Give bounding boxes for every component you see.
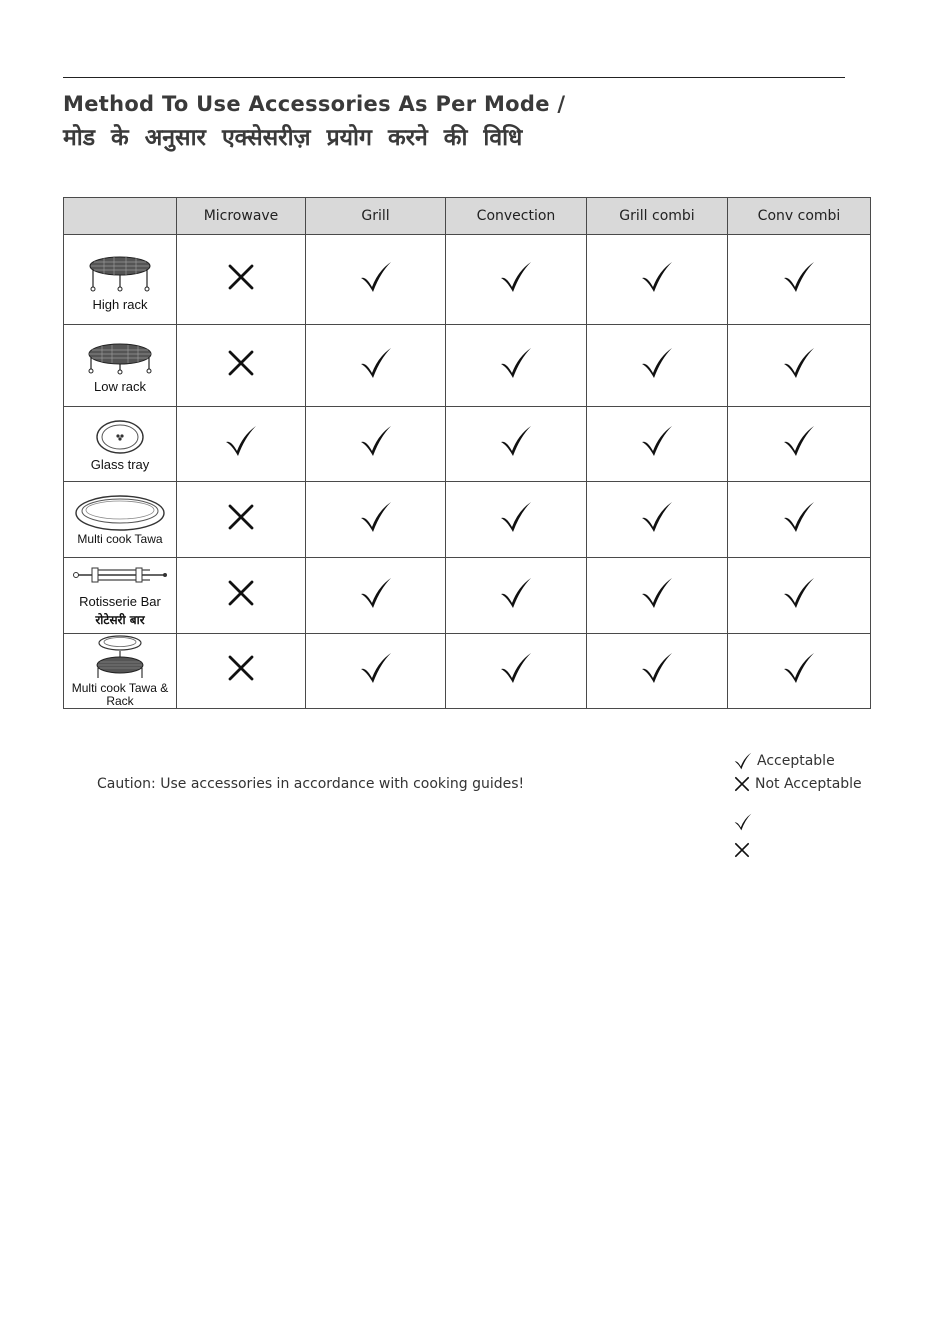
mark-cell xyxy=(728,634,871,709)
check-icon xyxy=(498,575,534,611)
tawa-and-rack-icon xyxy=(90,634,150,682)
cross-icon xyxy=(733,775,751,793)
check-icon xyxy=(733,812,753,832)
check-icon xyxy=(358,259,394,295)
check-icon xyxy=(781,423,817,459)
mark-cell xyxy=(306,325,446,407)
mark-cell xyxy=(306,558,446,634)
table-row xyxy=(64,407,871,482)
check-icon xyxy=(781,650,817,686)
check-icon xyxy=(498,259,534,295)
mark-cell xyxy=(446,407,587,482)
accessory-label: Rotisserie Bar xyxy=(79,594,161,609)
mark-cell xyxy=(728,558,871,634)
table-row xyxy=(64,482,871,558)
check-icon xyxy=(223,423,259,459)
mark-cell xyxy=(728,325,871,407)
accessory-mode-table xyxy=(63,197,871,709)
mark-cell xyxy=(587,558,728,634)
mark-cell xyxy=(728,482,871,558)
check-icon xyxy=(639,423,675,459)
accessory-label: Glass tray xyxy=(90,456,150,472)
legend-acceptable xyxy=(733,751,835,771)
check-icon xyxy=(639,345,675,381)
cross-icon xyxy=(225,261,257,293)
mark-cell xyxy=(177,235,306,325)
mark-cell xyxy=(446,235,587,325)
rotisserie-bar-icon xyxy=(70,563,170,589)
header-microwave: Microwave xyxy=(177,198,306,235)
mark-cell xyxy=(306,482,446,558)
header-convection: Convection xyxy=(446,198,587,235)
cross-icon xyxy=(225,652,257,684)
cross-icon xyxy=(225,577,257,609)
check-icon xyxy=(781,259,817,295)
mark-cell xyxy=(587,407,728,482)
check-icon xyxy=(781,499,817,535)
accessory-label: Multi cook Tawa & Rack xyxy=(71,681,169,708)
mark-cell xyxy=(587,482,728,558)
check-icon xyxy=(639,259,675,295)
cross-icon xyxy=(225,501,257,533)
mark-cell xyxy=(177,407,306,482)
accessory-cell xyxy=(64,482,177,558)
header-accessory xyxy=(64,198,177,235)
header-grill: Grill xyxy=(306,198,446,235)
high-rack-icon xyxy=(82,248,158,298)
check-icon xyxy=(639,650,675,686)
accessory-label: Multi cook Tawa xyxy=(77,532,163,546)
accessory-label: High rack xyxy=(92,297,148,312)
check-icon xyxy=(498,345,534,381)
accessory-label-hindi: रोटेसरी बार xyxy=(95,613,145,627)
top-rule xyxy=(63,77,845,78)
check-icon xyxy=(358,575,394,611)
multi-cook-tawa-icon xyxy=(72,493,168,533)
mark-cell xyxy=(306,235,446,325)
mark-cell xyxy=(177,634,306,709)
cross-icon xyxy=(733,841,751,859)
accessory-cell xyxy=(64,325,177,407)
low-rack-icon xyxy=(82,338,158,380)
mark-cell xyxy=(306,407,446,482)
legend-not-acceptable-repeat xyxy=(733,841,755,859)
check-icon xyxy=(781,345,817,381)
mark-cell xyxy=(587,325,728,407)
check-icon xyxy=(358,650,394,686)
mark-cell xyxy=(177,325,306,407)
check-icon xyxy=(358,499,394,535)
check-icon xyxy=(498,499,534,535)
mark-cell xyxy=(306,634,446,709)
cross-icon xyxy=(225,347,257,379)
check-icon xyxy=(733,751,753,771)
accessory-cell xyxy=(64,407,177,482)
mark-cell xyxy=(587,235,728,325)
accessory-cell xyxy=(64,558,177,634)
caution-note: Caution: Use accessories in accordance with cooking guides! xyxy=(97,776,525,792)
header-grill-combi: Grill combi xyxy=(587,198,728,235)
glass-tray-icon xyxy=(90,418,150,458)
mark-cell xyxy=(446,325,587,407)
table-row xyxy=(64,325,871,407)
header-conv-combi: Conv combi xyxy=(728,198,871,235)
check-icon xyxy=(358,423,394,459)
legend-not-acceptable-label: Not Acceptable xyxy=(755,776,862,792)
table-row xyxy=(64,558,871,634)
accessory-cell xyxy=(64,235,177,325)
check-icon xyxy=(498,650,534,686)
mark-cell xyxy=(728,235,871,325)
check-icon xyxy=(781,575,817,611)
table-row xyxy=(64,634,871,709)
legend-acceptable-repeat xyxy=(733,812,757,832)
mark-cell xyxy=(728,407,871,482)
accessory-label: Low rack xyxy=(93,379,147,394)
check-icon xyxy=(639,499,675,535)
table-row xyxy=(64,235,871,325)
check-icon xyxy=(639,575,675,611)
title-english: Method To Use Accessories As Per Mode / xyxy=(63,92,566,116)
mark-cell xyxy=(446,482,587,558)
title-hindi: मोड के अनुसार एक्सेसरीज़ प्रयोग करने की विधि xyxy=(63,125,523,151)
mark-cell xyxy=(177,558,306,634)
legend-not-acceptable xyxy=(733,775,862,793)
legend-acceptable-label: Acceptable xyxy=(757,753,835,769)
mark-cell xyxy=(446,558,587,634)
mark-cell xyxy=(587,634,728,709)
accessory-cell xyxy=(64,634,177,709)
mark-cell xyxy=(446,634,587,709)
mark-cell xyxy=(177,482,306,558)
check-icon xyxy=(498,423,534,459)
table-header-row xyxy=(64,198,871,235)
check-icon xyxy=(358,345,394,381)
